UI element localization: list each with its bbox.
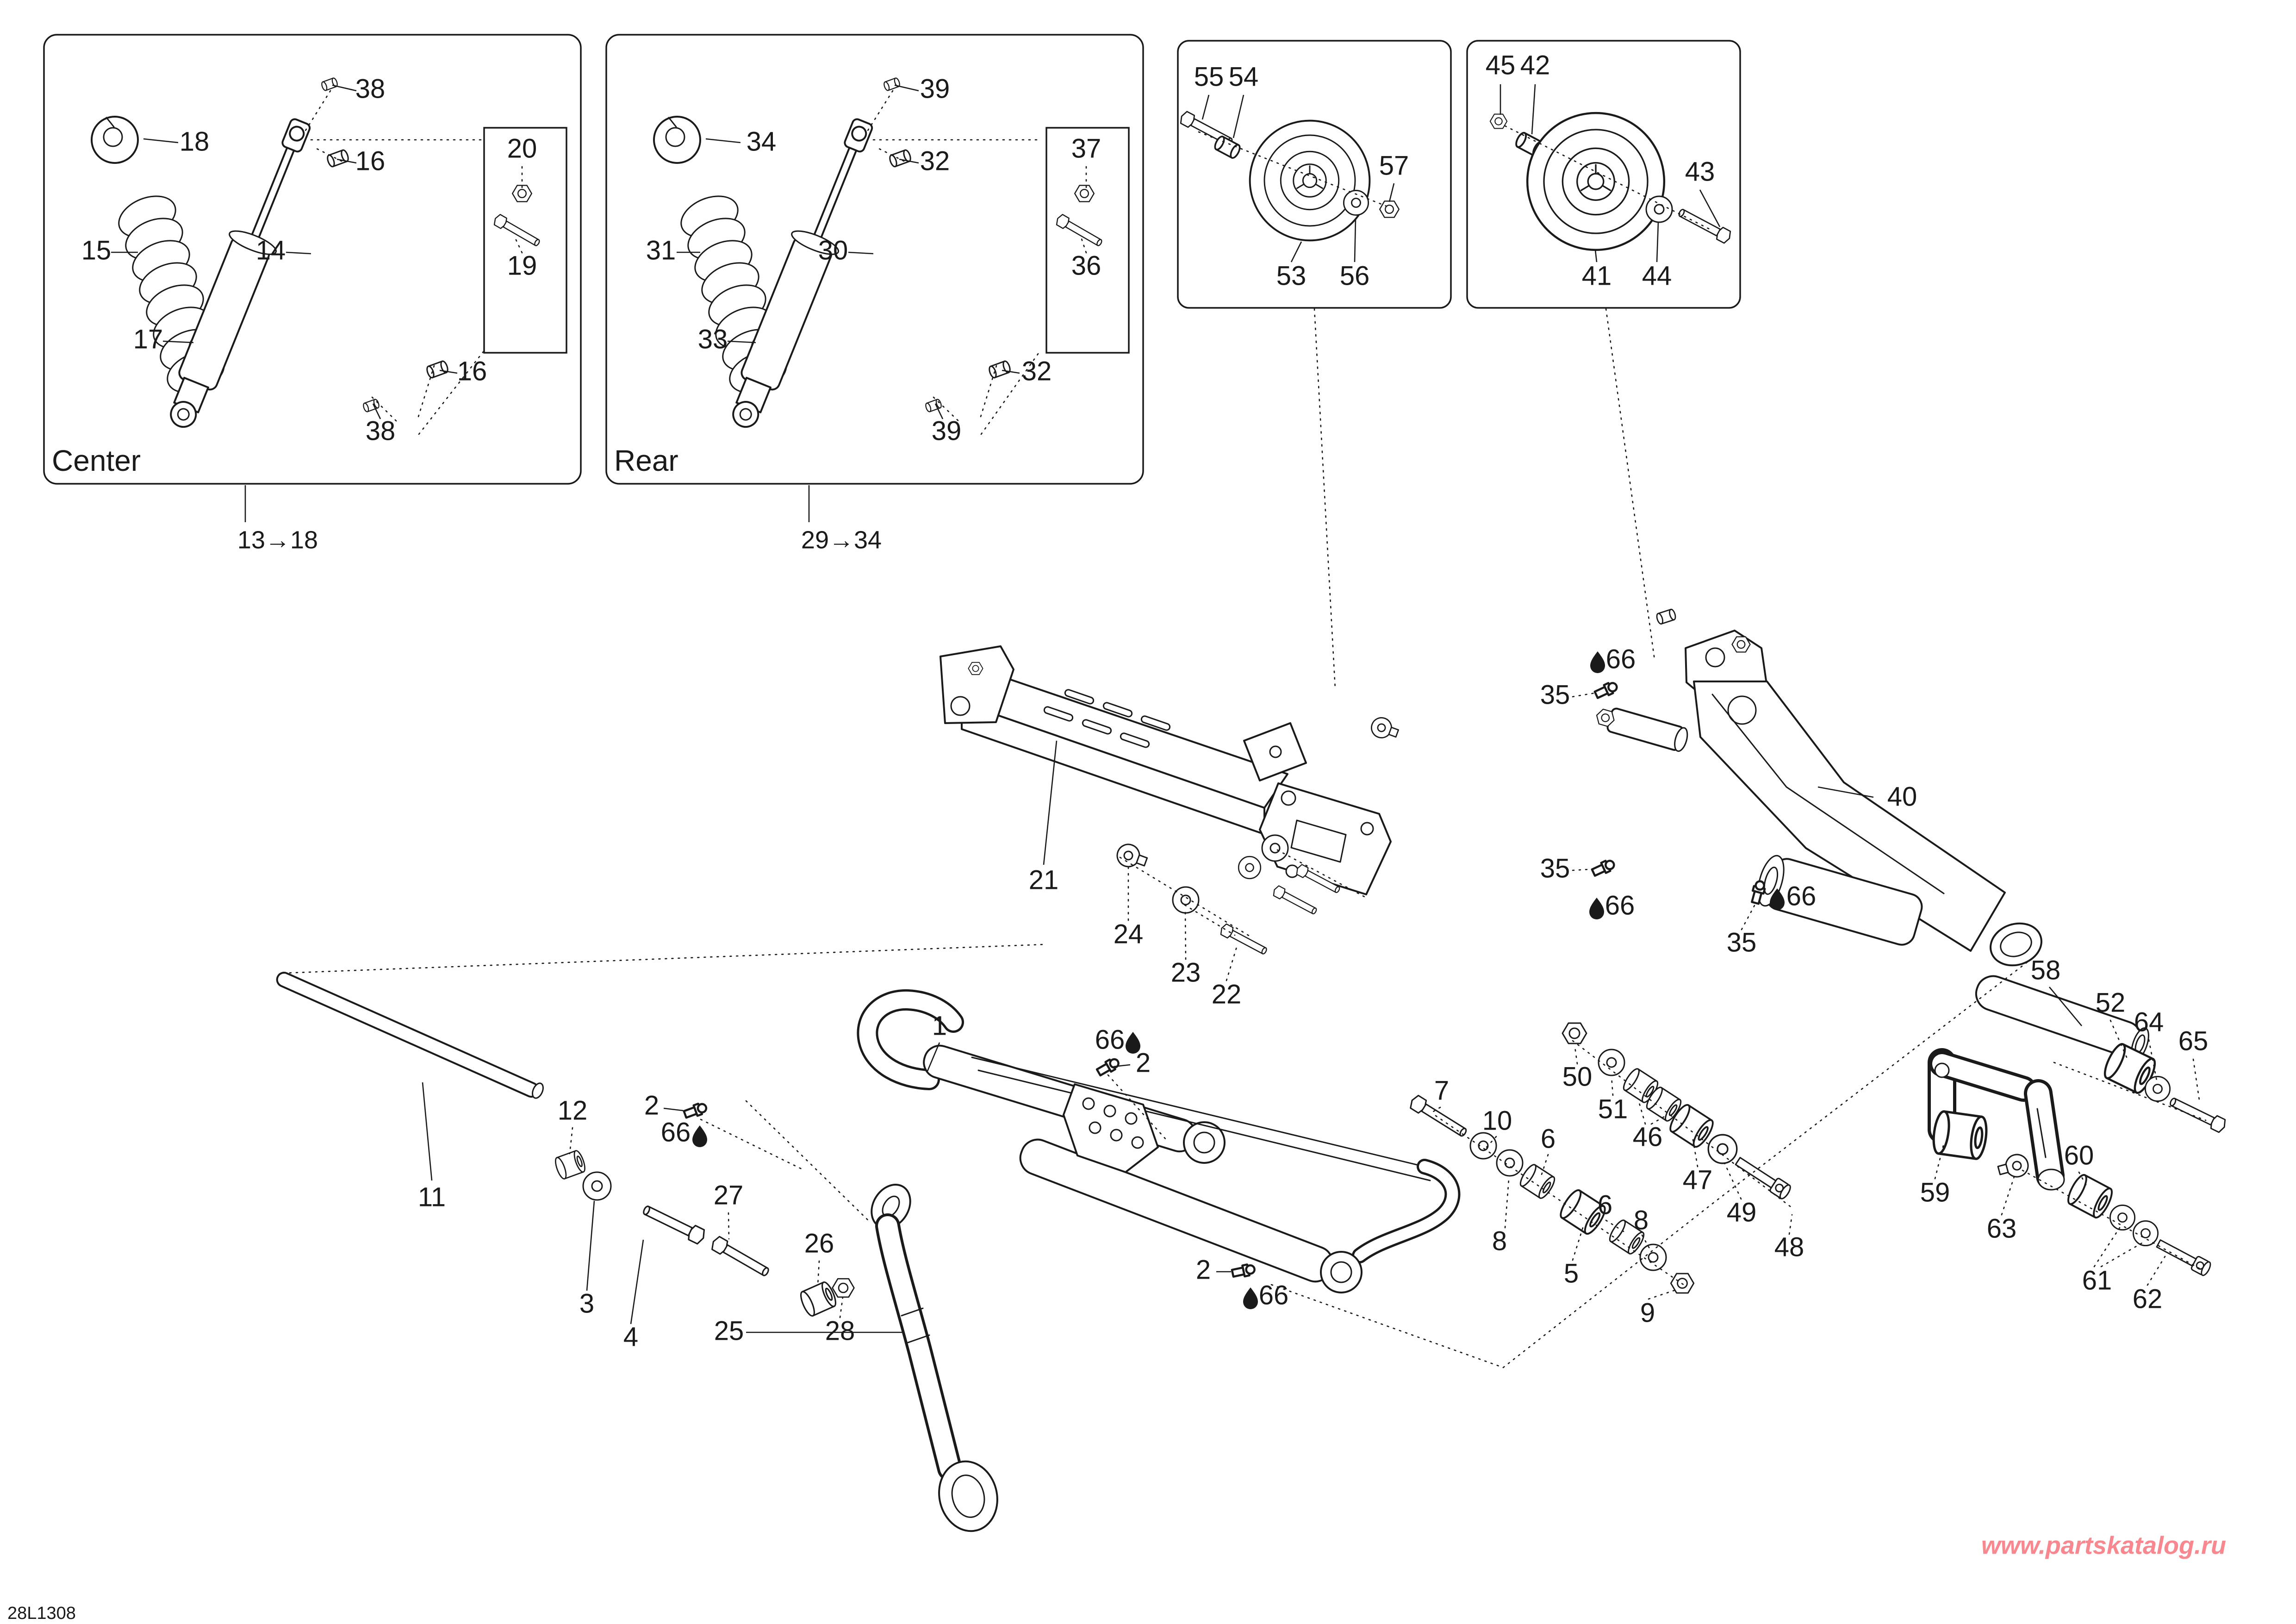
part-label-66: 66 — [660, 1117, 691, 1148]
part-label-65: 65 — [2178, 1026, 2209, 1056]
part-label-64: 64 — [2134, 1007, 2164, 1037]
washer-10 — [1470, 1133, 1496, 1159]
leader-line — [868, 91, 893, 131]
rear-bracket-assembly — [1931, 972, 2228, 1277]
leader-line — [418, 366, 434, 417]
part-label-66: 66 — [1258, 1280, 1289, 1311]
leader-line — [1271, 1285, 1503, 1368]
part-label-55: 55 — [1194, 62, 1224, 92]
part-label-48: 48 — [1774, 1232, 1804, 1262]
part-label-Rear: Rear — [614, 443, 678, 477]
leader-line — [1355, 219, 1356, 262]
leader-line — [1573, 693, 1598, 697]
leader-line — [1226, 947, 1237, 981]
washer-49 — [1708, 1135, 1737, 1163]
leader-line — [286, 252, 311, 254]
part-label-35: 35 — [1540, 680, 1570, 710]
part-label-52: 52 — [2095, 987, 2126, 1018]
part-label-39: 39 — [920, 74, 950, 104]
leader-line — [2101, 1243, 2143, 1267]
grease-fitting — [1232, 1263, 1256, 1279]
part-label-8: 8 — [1633, 1205, 1649, 1236]
leader-line — [305, 91, 330, 131]
part-label-38: 38 — [365, 416, 396, 446]
part-label-2: 2 — [1135, 1048, 1151, 1078]
part-label-2: 2 — [1195, 1255, 1211, 1285]
part-label-41: 41 — [1581, 261, 1612, 291]
flanged-bolt-24 — [1114, 841, 1150, 872]
idler-wheel-53 — [1250, 121, 1370, 241]
part-label-19: 19 — [507, 250, 537, 281]
part-label-60: 60 — [2064, 1140, 2094, 1171]
part-label-35: 35 — [1540, 853, 1570, 884]
bracket-tube — [1931, 1111, 1989, 1160]
bushing-26 — [798, 1280, 838, 1318]
part-label-39: 39 — [931, 416, 962, 446]
part-label-53: 53 — [1276, 261, 1307, 291]
part-label-www.partskatalog.ru: www.partskatalog.ru — [1981, 1531, 2226, 1560]
leader-line — [1612, 1077, 1613, 1095]
leader-line — [1789, 1215, 1792, 1234]
part-label-6: 6 — [1597, 1190, 1613, 1220]
part-label-31: 31 — [646, 235, 676, 266]
part-label-22: 22 — [1211, 979, 1242, 1010]
washer — [1262, 835, 1288, 861]
center-shock-box — [44, 35, 581, 484]
hex-bolt-22 — [1219, 923, 1269, 957]
part-label-15: 15 — [81, 235, 112, 266]
part-label-66: 66 — [1605, 644, 1636, 675]
part-label-32: 32 — [1021, 356, 1052, 387]
part-label-32: 32 — [920, 146, 950, 176]
leader-line — [423, 1082, 432, 1181]
leader-line — [143, 139, 178, 143]
oil-drop-icon — [1590, 651, 1605, 673]
hex-bolt — [1272, 885, 1319, 917]
leader-line — [1595, 250, 1597, 262]
part-label-10: 10 — [1482, 1106, 1512, 1136]
wheel-bolt-43 — [1677, 206, 1733, 244]
washer-64 — [2145, 1076, 2170, 1101]
rear-shock-parts — [654, 77, 1129, 435]
leader-line — [701, 1119, 803, 1169]
part-label-62: 62 — [2132, 1284, 2163, 1314]
part-label-46: 46 — [1632, 1122, 1663, 1152]
part-label-54: 54 — [1228, 62, 1259, 92]
part-label-43: 43 — [1685, 156, 1715, 187]
washer-23 — [1173, 887, 1199, 913]
button-bolt-63 — [1996, 1152, 2030, 1181]
part-label-29→34: 29→34 — [801, 526, 882, 554]
leader-line — [818, 1261, 819, 1285]
part-label-42: 42 — [1520, 50, 1550, 81]
grease-fitting — [1594, 681, 1619, 700]
part-label-66: 66 — [1095, 1024, 1125, 1055]
wheel-nut-57 — [1380, 201, 1399, 217]
oil-drop-icon — [692, 1125, 707, 1147]
swing-arm-1 — [867, 1000, 1452, 1293]
leader-line — [746, 1101, 869, 1221]
part-label-9: 9 — [1640, 1298, 1655, 1328]
part-label-51: 51 — [1598, 1094, 1628, 1124]
leader-line — [1314, 309, 1335, 689]
rear-arm-40 — [1593, 609, 2047, 972]
part-label-49: 49 — [1726, 1197, 1757, 1228]
rear-frame-21 — [940, 646, 1400, 957]
leader-line — [1724, 1163, 1741, 1199]
spacer-60 — [2065, 1173, 2116, 1220]
rear-shock-box — [606, 35, 1143, 484]
part-label-30: 30 — [818, 235, 848, 266]
leader-line — [848, 252, 873, 254]
part-label-23: 23 — [1170, 957, 1201, 988]
part-label-36: 36 — [1071, 250, 1101, 281]
leader-line — [332, 85, 356, 91]
part-label-14: 14 — [255, 235, 286, 266]
leader-line — [1657, 222, 1658, 262]
leader-line — [1505, 1180, 1509, 1228]
leader-line — [840, 1297, 843, 1318]
tie-rod-11 — [275, 970, 707, 1245]
oil-drop-icon — [1243, 1287, 1258, 1309]
part-label-45: 45 — [1485, 50, 1516, 81]
washer-8 — [1497, 1150, 1523, 1176]
bushing-12 — [554, 1149, 587, 1180]
part-label-35: 35 — [1726, 927, 1757, 958]
part-label-28: 28 — [825, 1316, 855, 1346]
leader-line — [2094, 1228, 2120, 1267]
part-label-5: 5 — [1563, 1258, 1579, 1289]
leader-line — [2147, 1256, 2165, 1285]
part-label-38: 38 — [355, 74, 386, 104]
part-label-12: 12 — [557, 1095, 588, 1126]
leader-line — [631, 1240, 643, 1324]
leader-line — [1202, 95, 1209, 119]
part-label-50: 50 — [1562, 1062, 1593, 1092]
part-label-2: 2 — [644, 1090, 660, 1121]
leader-line — [2002, 1177, 2014, 1215]
part-label-16: 16 — [457, 356, 487, 387]
part-label-27: 27 — [713, 1180, 744, 1211]
leader-line — [664, 1108, 683, 1111]
part-label-59: 59 — [1920, 1177, 1950, 1208]
center-shock-parts — [92, 77, 566, 435]
part-label-8: 8 — [1492, 1226, 1507, 1256]
bolt-27 — [709, 1235, 771, 1279]
part-label-40: 40 — [1887, 781, 1917, 812]
part-label-44: 44 — [1642, 261, 1672, 291]
part-label-25: 25 — [714, 1316, 744, 1346]
washer — [1238, 856, 1261, 879]
part-label-4: 4 — [623, 1322, 639, 1352]
part-label-1: 1 — [932, 1011, 947, 1041]
socket-bolt-48 — [1734, 1155, 1792, 1200]
cap-nut-45 — [1490, 114, 1507, 129]
leader-line — [587, 1201, 594, 1291]
part-label-34: 34 — [746, 126, 777, 157]
grease-fitting — [1096, 1056, 1121, 1077]
part-label-58: 58 — [2030, 955, 2061, 986]
leader-line — [283, 944, 1045, 973]
part-label-17: 17 — [133, 324, 163, 355]
part-label-21: 21 — [1028, 865, 1059, 895]
part-label-63: 63 — [1986, 1213, 2017, 1244]
part-label-28L1308: 28L1308 — [7, 1604, 76, 1624]
leader-line — [1638, 1100, 1645, 1124]
part-label-57: 57 — [1379, 150, 1409, 181]
leader-line — [1233, 95, 1244, 138]
bolt-4 — [641, 1202, 707, 1245]
bushing-6 — [1518, 1162, 1557, 1200]
leader-line — [728, 1213, 729, 1239]
part-label-33: 33 — [697, 324, 728, 355]
leader-line — [706, 139, 740, 143]
part-label-66: 66 — [1786, 881, 1817, 912]
leader-line — [1389, 183, 1394, 202]
part-label-13→18: 13→18 — [237, 526, 318, 554]
part-label-16: 16 — [355, 146, 386, 176]
part-label-Center: Center — [52, 443, 141, 477]
leader-line — [1532, 84, 1535, 134]
part-label-7: 7 — [1434, 1075, 1450, 1106]
leader-line — [895, 85, 919, 91]
leader-line — [981, 366, 996, 417]
wheel-washer-44 — [1646, 196, 1672, 222]
leader-line — [2193, 1059, 2199, 1100]
idler-wheel-41 — [1527, 113, 1664, 250]
part-label-47: 47 — [1682, 1165, 1713, 1195]
part-label-56: 56 — [1339, 261, 1370, 291]
part-label-37: 37 — [1071, 133, 1101, 164]
stopper-strap-25 — [709, 1177, 1004, 1537]
leader-line — [1185, 911, 1186, 959]
part-label-11: 11 — [417, 1182, 446, 1212]
part-label-66: 66 — [1605, 890, 1635, 921]
link-hardware-row — [1562, 1023, 1792, 1200]
nut-28 — [833, 1279, 854, 1297]
part-label-61: 61 — [2082, 1265, 2112, 1296]
bolt-65 — [2168, 1095, 2228, 1134]
part-label-18: 18 — [179, 126, 210, 157]
socket-bolt-62 — [2155, 1237, 2212, 1277]
part-label-24: 24 — [1113, 919, 1144, 949]
leader-line — [570, 1128, 572, 1154]
leader-line — [1606, 309, 1655, 660]
part-label-20: 20 — [507, 133, 537, 164]
oil-drop-icon — [1589, 898, 1604, 919]
leader-line — [1742, 905, 1755, 930]
washer-51 — [1599, 1049, 1624, 1075]
leader-line — [1573, 1228, 1583, 1260]
part-label-3: 3 — [579, 1288, 595, 1319]
grease-fitting — [1591, 858, 1616, 878]
part-label-26: 26 — [804, 1228, 834, 1259]
flanged-bolt — [1369, 715, 1400, 743]
part-label-6: 6 — [1540, 1124, 1556, 1154]
leader-line — [1291, 242, 1301, 262]
washer-61 — [2110, 1205, 2134, 1230]
nut-50 — [1562, 1023, 1587, 1043]
washer-8 — [1640, 1244, 1666, 1270]
